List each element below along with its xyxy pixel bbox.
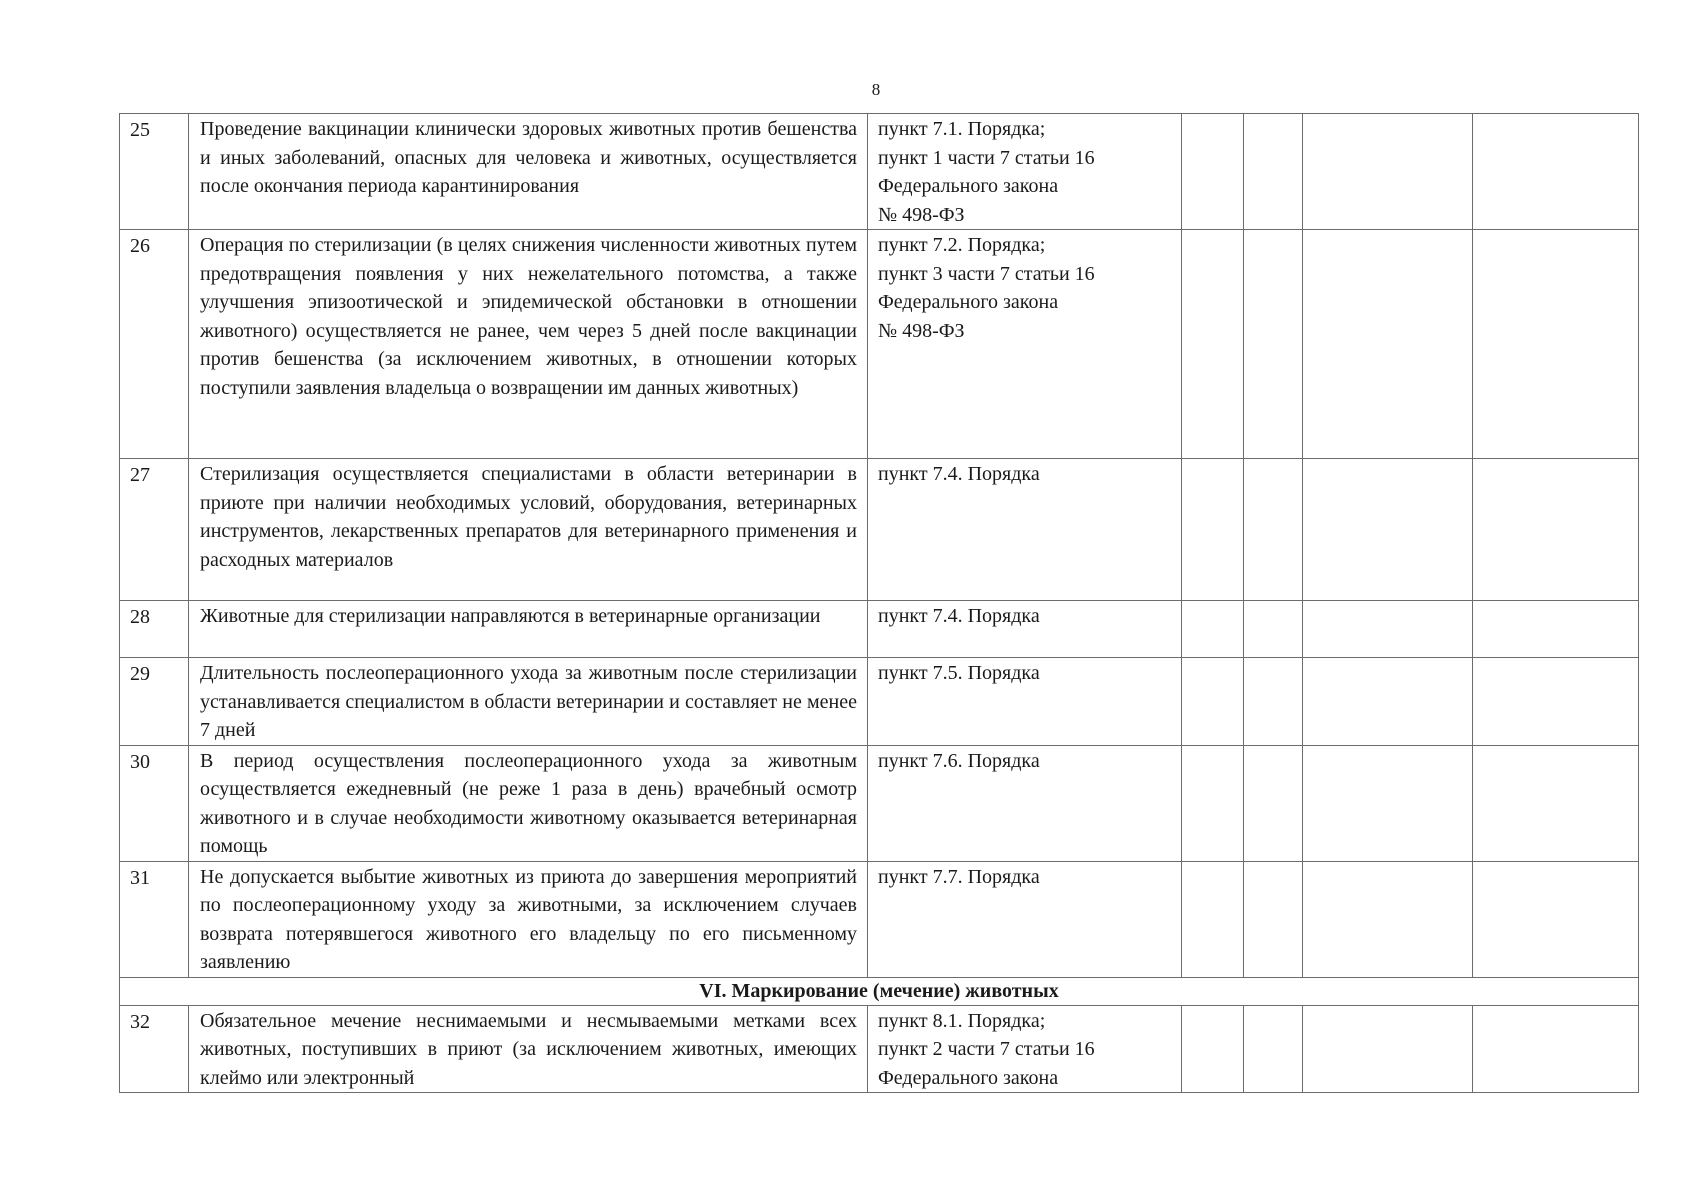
legal-reference	[868, 1005, 1182, 1093]
reference-line: № 498-ФЗ	[878, 319, 965, 342]
reference-line: пункт 8.1. Порядка;	[878, 1009, 1046, 1032]
empty-cell	[1182, 658, 1244, 746]
requirement-text: Не допускается выбытие животных из приюта до завершения мероприятий по послеоперационному уходу за животными, за исключением случаев возврата потерявшегося животного его владельцу по его письменному заявлению	[189, 861, 868, 977]
table-row	[120, 114, 1639, 230]
reference-line: пункт 7.2. Порядка;	[878, 234, 1046, 256]
reference-line: Федерального закона	[878, 175, 1059, 197]
requirement-text: Проведение вакцинации клинически здоровых животных против бешенства и иных заболеваний, опасных для человека и животных, осуществляется после окончания периода карантинирования	[189, 114, 868, 230]
empty-cell	[1182, 114, 1244, 230]
empty-cell	[1244, 601, 1303, 658]
legal-reference	[868, 459, 1182, 601]
empty-cell	[1473, 114, 1639, 230]
table-row	[120, 230, 1639, 459]
reference-line: пункт 7.1. Порядка;	[878, 118, 1046, 140]
empty-cell	[1244, 658, 1303, 746]
section-title: VI. Маркирование (мечение) животных	[120, 977, 1639, 1005]
empty-cell	[1473, 459, 1639, 601]
legal-reference	[868, 745, 1182, 861]
row-number: 28	[120, 601, 189, 658]
legal-reference	[868, 658, 1182, 746]
row-number: 30	[120, 745, 189, 861]
page-number: 8	[871, 80, 881, 99]
table-body-lower	[120, 1005, 1639, 1093]
empty-cell	[1182, 745, 1244, 861]
legal-reference	[868, 601, 1182, 658]
row-number: 27	[120, 459, 189, 601]
requirement-text: Животные для стерилизации направляются в ветеринарные организации	[189, 601, 868, 658]
table-row	[120, 601, 1639, 658]
reference-line: № 498-ФЗ	[878, 203, 965, 226]
legal-reference	[868, 114, 1182, 230]
requirement-text: В период осуществления послеоперационного ухода за животным осуществляется ежедневный (не реже 1 раза в день) врачебный осмотр животного и в случае необходимости животному оказывается ветеринарная помощь	[189, 745, 868, 861]
row-number: 29	[120, 658, 189, 746]
table-row	[120, 861, 1639, 977]
reference-line: пункт 7.4. Порядка	[878, 463, 1040, 485]
reference-line: Федерального закона	[878, 1066, 1059, 1089]
compliance-table	[119, 113, 1639, 1093]
reference-line: пункт 7.5. Порядка	[878, 662, 1040, 684]
empty-cell	[1303, 658, 1473, 746]
empty-cell	[1473, 658, 1639, 746]
section-header-group	[120, 977, 1639, 1005]
reference-line: пункт 2 части 7 статьи 16	[878, 1038, 1095, 1060]
row-number: 31	[120, 861, 189, 977]
legal-reference	[868, 861, 1182, 977]
empty-cell	[1473, 601, 1639, 658]
empty-cell	[1244, 861, 1303, 977]
empty-cell	[1244, 745, 1303, 861]
requirement-text: Длительность послеоперационного ухода за животным после стерилизации устанавливается специалистом в области ветеринарии и составляет не менее 7 дней	[189, 658, 868, 746]
empty-cell	[1244, 230, 1303, 459]
empty-cell	[1244, 1005, 1303, 1093]
row-number: 26	[120, 230, 189, 459]
table-body-upper	[120, 114, 1639, 978]
empty-cell	[1303, 114, 1473, 230]
reference-line: пункт 3 части 7 статьи 16	[878, 262, 1095, 285]
empty-cell	[1303, 745, 1473, 861]
empty-cell	[1303, 861, 1473, 977]
requirement-text: Операция по стерилизации (в целях снижения численности животных путем предотвращения появления у них нежелательного потомства, а также улучшения эпизоотической и эпидемической обстановки в отношении животного) осуществляется не ранее, чем через 5 дней после вакцинации против бешенства (за исключением животных, в отношении которых поступили заявления владельца о возвращении им данных животных)	[189, 230, 868, 459]
empty-cell	[1244, 459, 1303, 601]
empty-cell	[1303, 601, 1473, 658]
empty-cell	[1473, 230, 1639, 459]
empty-cell	[1473, 1005, 1639, 1093]
row-number: 32	[120, 1005, 189, 1093]
reference-line: пункт 7.4. Порядка	[878, 605, 1040, 627]
row-number: 25	[120, 114, 189, 230]
empty-cell	[1303, 1005, 1473, 1093]
table-row	[120, 658, 1639, 746]
table-row	[120, 1005, 1639, 1093]
empty-cell	[1182, 601, 1244, 658]
reference-line: пункт 7.7. Порядка	[878, 865, 1040, 888]
empty-cell	[1182, 459, 1244, 601]
reference-line: пункт 1 части 7 статьи 16	[878, 146, 1095, 169]
section-header-row	[120, 977, 1639, 1005]
empty-cell	[1182, 230, 1244, 459]
legal-reference	[868, 230, 1182, 459]
reference-line: пункт 7.6. Порядка	[878, 749, 1040, 772]
requirement-text: Стерилизация осуществляется специалистами в области ветеринарии в приюте при наличии необходимых условий, оборудования, ветеринарных инструментов, лекарственных препаратов для ветеринарного применения и расходных материалов	[189, 459, 868, 601]
table-row	[120, 459, 1639, 601]
reference-line: Федерального закона	[878, 291, 1059, 313]
table-row	[120, 745, 1639, 861]
empty-cell	[1303, 459, 1473, 601]
empty-cell	[1182, 861, 1244, 977]
requirement-text: Обязательное мечение неснимаемыми и несмываемыми метками всех животных, поступивших в приют (за исключением животных, имеющих клеймо или электронный	[189, 1005, 868, 1093]
empty-cell	[1303, 230, 1473, 459]
empty-cell	[1473, 861, 1639, 977]
empty-cell	[1473, 745, 1639, 861]
empty-cell	[1244, 114, 1303, 230]
empty-cell	[1182, 1005, 1244, 1093]
